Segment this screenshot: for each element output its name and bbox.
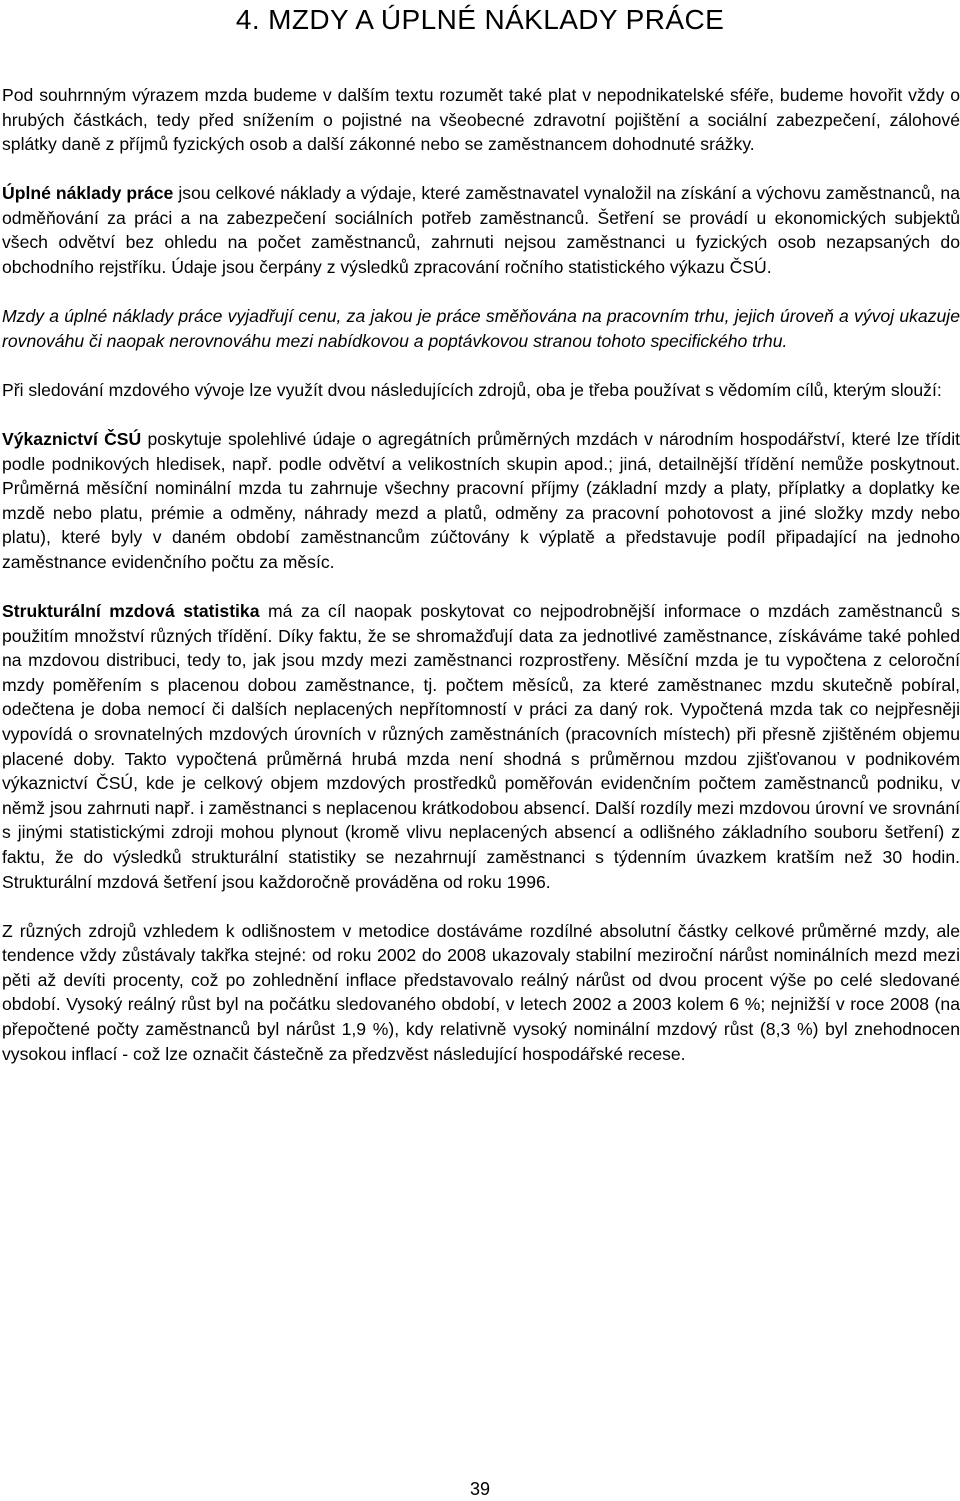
paragraph-text: jsou celkové náklady a výdaje, které zaměstnavatel vynaložil na získání a výchovu zaměstnanců, na odměňování za práci a na zabezpečení sociálních potřeb zaměstnanců. Šetření se provádí u ekonomických subjektů všech odvětví bez ohledu na počet zaměstnanců, zahrnuti nejsou zaměstnanci u fyzických osob nezapsaných do obchodního rejstříku. Údaje jsou čerpány z výsledků zpracování ročního statistického výkazu ČSÚ. xyxy=(2,183,960,278)
paragraph-text: má za cíl naopak poskytovat co nejpodrobnější informace o mzdách zaměstnanců s použitím množství různých třídění. Díky faktu, že se shromažďují data za jednotlivé zaměstnance, získáváme také pohled na mzdovou distribuci, tedy to, jak jsou mzdy mezi zaměstnanci rozprostřeny. Měsíční mzda je tu vypočtena z celoroční mzdy poměřením s placenou dobou zaměstnance, tj. počtem měsíců, za které zaměstnanec mzdu skutečně pobíral, odečtena je doba nemocí či dalších neplacených nepřítomností v práci za daný rok. Vypočtená mzda tak co nejpřesněji vypovídá o srovnatelných mzdových úrovních v různých zaměstnáních (pracovních místech) při přesně zjištěném objemu placené doby. Takto vypočtená průměrná hrubá mzda není shodná s průměrnou mzdou zjišťovanou v podnikovém výkaznictví ČSÚ, kde je celkový objem mzdových prostředků poměřován evidenčním počtem zaměstnanců podniku, v němž jsou zahrnuti např. i zaměstnanci s neplacenou krátkodobou absencí. Další rozdíly mezi mzdovou úrovní ve srovnání s jinými statistickými zdroji mohou plynout (kromě vlivu neplacených absencí a odlišného základního souboru šetření) z faktu, že do výsledků strukturální statistiky se nezahrnují zaměstnanci s týdenním úvazkem kratším než 30 hodin. Strukturální mzdová šetření jsou každoročně prováděna od roku 1996. xyxy=(2,601,960,892)
paragraph-wage-definition xyxy=(2,83,960,157)
body-text xyxy=(2,83,960,1066)
paragraph-text: Při sledování mzdového vývoje lze využít dvou následujících zdrojů, oba je třeba používat s vědomím cílů, kterým slouží: xyxy=(2,379,942,400)
paragraph-text: Pod souhrnným výrazem mzda budeme v dalším textu rozumět také plat v nepodnikatelské sféře, budeme hovořit vždy o hrubých částkách, tedy před snížením o pojistné na všeobecné zdravotní pojištění a sociální zabezpečení, zálohové splátky daně z příjmů fyzických osob a další zákonné nebo se zaměstnancem dohodnuté srážky. xyxy=(2,85,960,155)
term-csu-reporting: Výkaznictví ČSÚ xyxy=(2,428,142,449)
paragraph-text: poskytuje spolehlivé údaje o agregátních průměrných mzdách v národním hospodářství, které lze třídit podle podnikových hledisek, např. podle odvětví a velikostních skupin apod.; jiná, detailnější třídění nemůže poskytnout. Průměrná měsíční nominální mzda tu zahrnuje všechny pracovní příjmy (základní mzdy a platy, příplatky a doplatky ke mzdě nebo platu, prémie a odměny, náhrady mezd a platů, odměny za pracovní pohotovost a jiné složky mzdy nebo platu), které byly v daném období zaměstnancům zúčtovány k výplatě a představuje podíl připadající na jednoho zaměstnance evidenčního počtu za měsíc. xyxy=(2,428,960,572)
term-labour-costs: Úplné náklady práce xyxy=(2,183,174,204)
paragraph-text: Z různých zdrojů vzhledem k odlišnostem v metodice dostáváme rozdílné absolutní částky celkové průměrné mzdy, ale tendence vždy zůstávaly takřka stejné: od roku 2002 do 2008 ukazovaly stabilní meziroční nárůst nominálních mezd mezi pěti až devíti procenty, což po zohlednění inflace představovalo reálný nárůst od dvou procent výše po celé sledované období. Vysoký reálný růst byl na počátku sledovaného období, v letech 2002 a 2003 kolem 6 %; nejnižší v roce 2008 (na přepočtené počty zaměstnanců byl nárůst 1,9 %), kdy relativně vysoký nominální mzdový růst (8,3 %) byl znehodnocen vysokou inflací - což lze označit částečně za předzvěst následující hospodářské recese. xyxy=(2,920,960,1064)
paragraph-text: Mzdy a úplné náklady práce vyjadřují cenu, za jakou je práce směňována na pracovním trhu, jejich úroveň a vývoj ukazuje rovnováhu či naopak nerovnováhu mezi nabídkovou a poptávkovou stranou tohoto specifického trhu. xyxy=(2,306,960,351)
paragraph-wage-trends xyxy=(2,919,960,1067)
paragraph-labour-costs xyxy=(2,181,960,279)
page-number: 39 xyxy=(469,1479,491,1499)
paragraph-csu-reporting xyxy=(2,427,960,575)
chapter-title: 4. MZDY A ÚPLNÉ NÁKLADY PRÁCE xyxy=(235,4,725,35)
term-structural-statistics: Strukturální mzdová statistika xyxy=(2,601,260,621)
paragraph-sources-intro xyxy=(2,378,960,403)
paragraph-wage-price xyxy=(2,304,960,353)
paragraph-structural-statistics xyxy=(2,599,960,894)
